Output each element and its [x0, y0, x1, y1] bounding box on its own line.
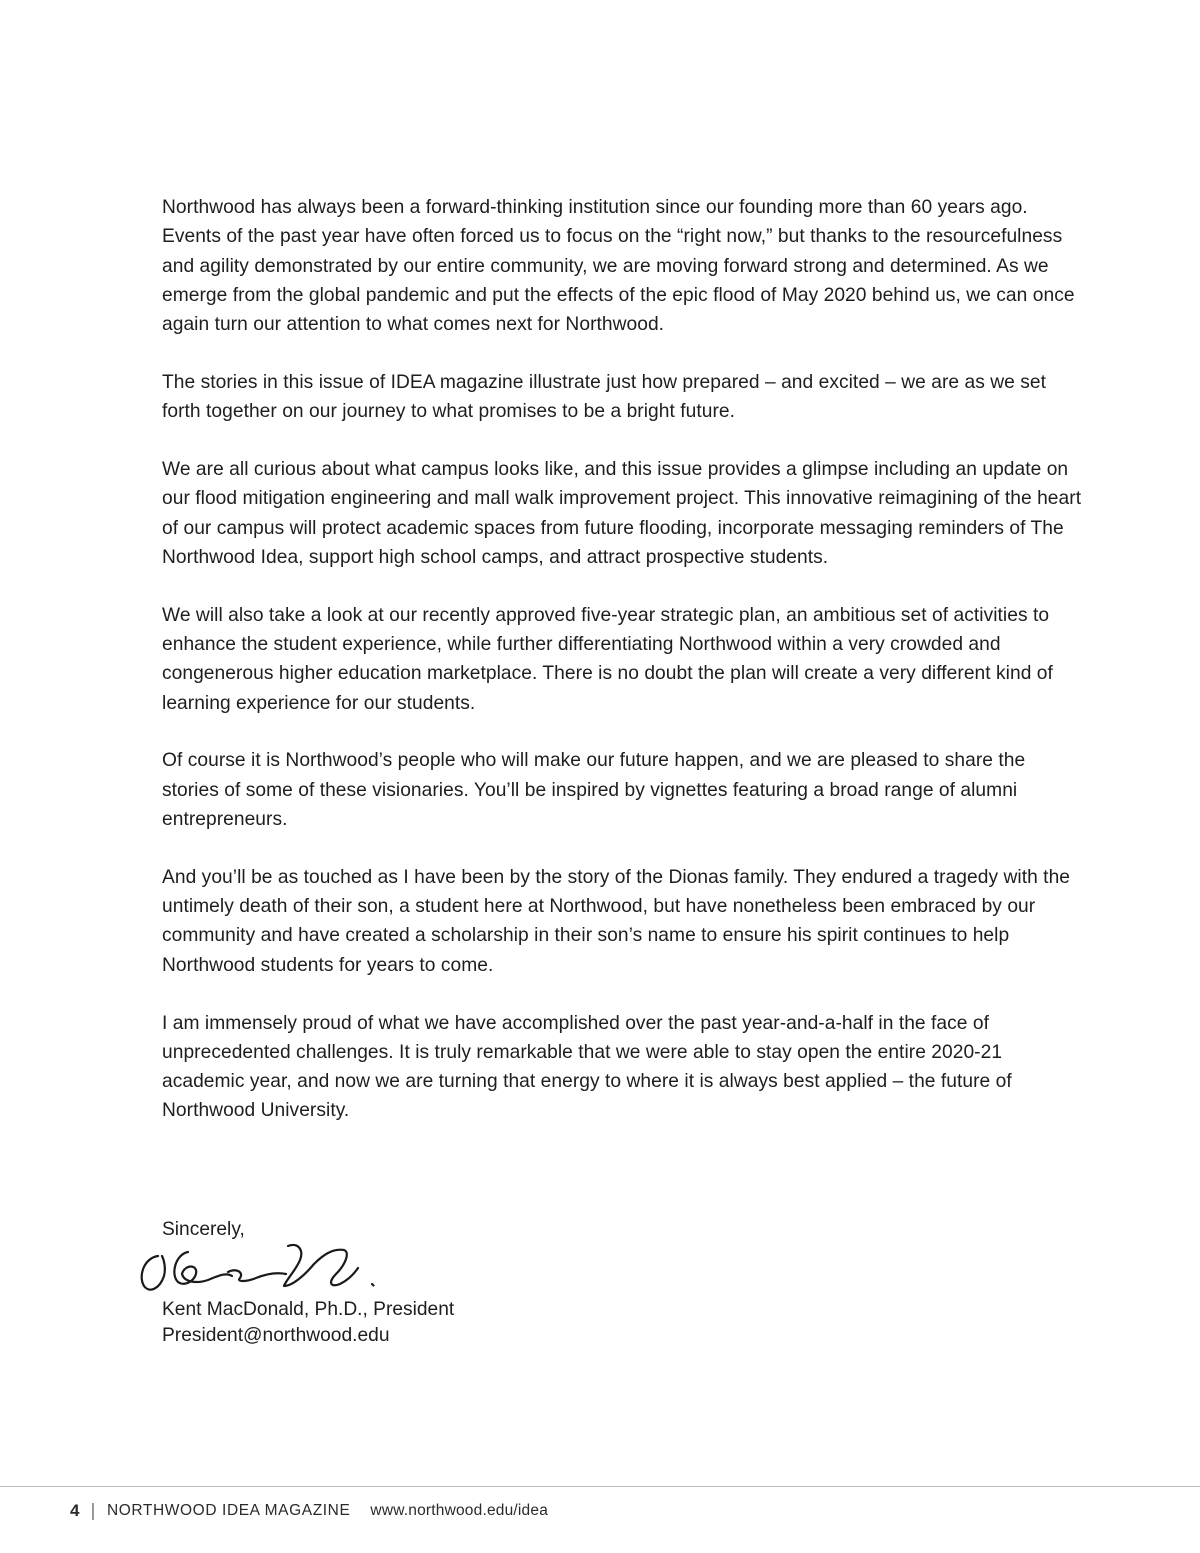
footer-separator: [92, 1503, 94, 1520]
signature-image: [136, 1236, 386, 1300]
letter-paragraph: And you’ll be as touched as I have been by the story of the Dionas family. They endured a tragedy with the untimely death of their son, a student here at Northwood, but have nonetheless been embraced by our community and have created a scholarship in their son’s name to ensure his spirit continues to help Northwood students for years to come.: [162, 866, 1071, 976]
letter-body: [162, 193, 1082, 1154]
publication-name: NORTHWOOD IDEA MAGAZINE: [106, 1502, 351, 1519]
letter-closing: Sincerely,: [162, 1219, 245, 1240]
signer-email: President@northwood.edu: [162, 1325, 390, 1346]
letter-paragraph: The stories in this issue of IDEA magazine illustrate just how prepared – and excited – we are as we set forth together on our journey to what promises to be a bright future.: [162, 371, 1047, 423]
signer-name: Kent MacDonald, Ph.D., President: [162, 1299, 455, 1320]
signature-block: [162, 1297, 454, 1349]
letter-paragraph: I am immensely proud of what we have accomplished over the past year-and-a-half in the face of unprecedented challenges. It is truly remarkable that we were able to stay open the entire 2020-21 academic year, and now we are turning that energy to where it is always best applied – the future of Northwood University.: [162, 1012, 1012, 1122]
footer-divider: [0, 1486, 1200, 1487]
page-footer: [70, 1498, 548, 1524]
letter-paragraph: We will also take a look at our recently approved five-year strategic plan, an ambitious set of activities to enhance the student experience, while further differentiating Northwood within a very crowded and congenerous higher education marketplace. There is no doubt the plan will create a very different kind of learning experience for our students.: [162, 604, 1053, 714]
letter-paragraph: Of course it is Northwood’s people who will make our future happen, and we are pleased to share the stories of some of these visionaries. You’ll be inspired by vignettes featuring a broad range of alumni entrepreneurs.: [162, 750, 1026, 831]
letter-paragraph: We are all curious about what campus looks like, and this issue provides a glimpse including an update on our flood mitigation engineering and mall walk improvement project. This innovative reimagining of the heart of our campus will protect academic spaces from future flooding, incorporate messaging reminders of The Northwood Idea, support high school camps, and attract prospective students.: [162, 459, 1082, 568]
letter-paragraph: Northwood has always been a forward-thinking institution since our founding more than 60 years ago. Events of the past year have often forced us to focus on the “right now,” but thanks to the resourcefulness and agility demonstrated by our entire community, we are moving forward strong and determined. As we emerge from the global pandemic and put the effects of the epic flood of May 2020 behind us, we can once again turn our attention to what comes next for Northwood.: [162, 197, 1075, 336]
page-number: 4: [70, 1501, 80, 1520]
footer-url: www.northwood.edu/idea: [370, 1502, 549, 1519]
